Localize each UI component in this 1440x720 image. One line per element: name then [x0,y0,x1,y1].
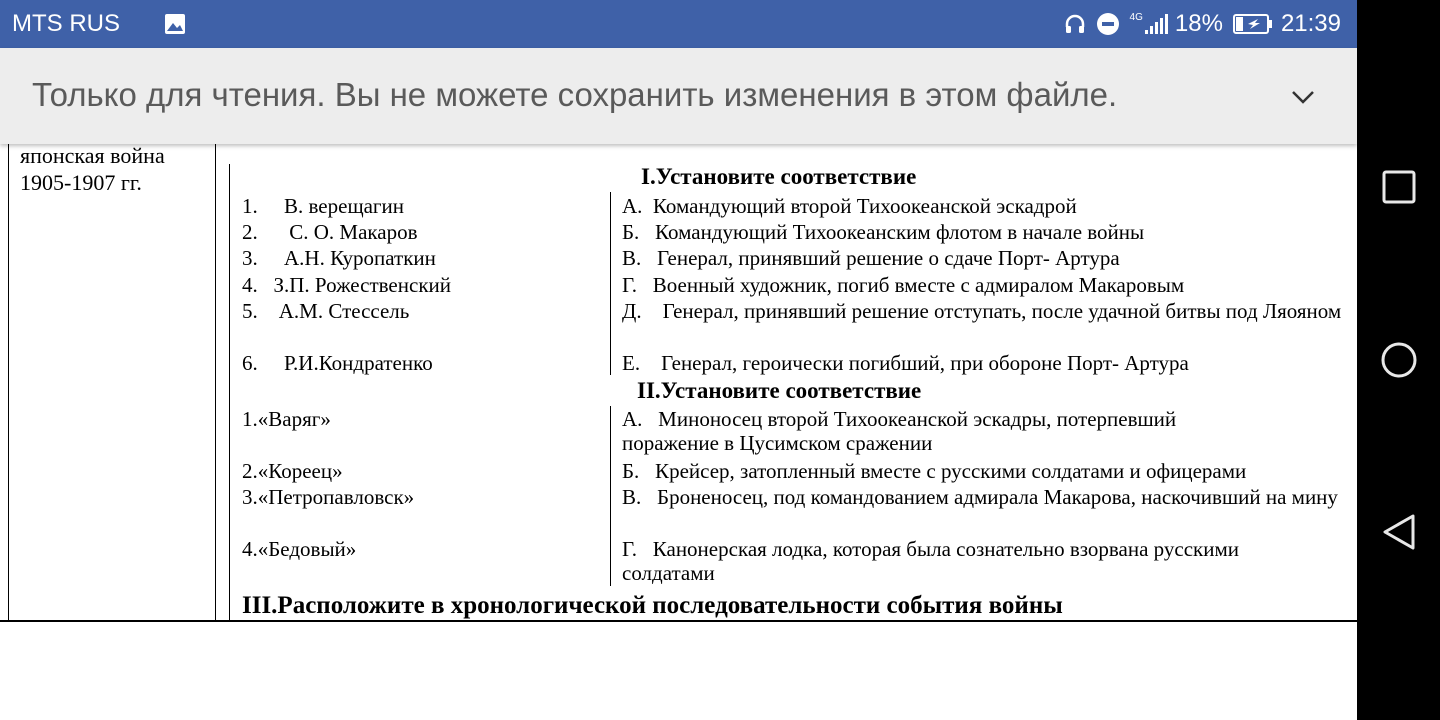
s1-row-1-left: 1. В. верещагин [242,194,405,218]
chevron-down-icon[interactable] [1290,84,1316,115]
left-cell-line-1: японская война [20,144,165,168]
carrier-name: MTS RUS [12,10,120,37]
s1-row-6-left: 6. Р.И.Кондратенко [242,351,433,375]
s1-row-4-right: Г. Военный художник, погиб вместе с адмиралом Макаровым [622,273,1185,297]
section-3-title: III.Расположите в хронологической последовательности события войны [242,592,1063,619]
clock: 21:39 [1280,10,1341,37]
battery-percentage: 18% [1174,10,1223,37]
left-cell-line-2: 1905-1907 гг. [20,170,142,195]
table-bottom-border [0,620,1357,622]
image-icon [164,13,186,35]
signal-icon [1130,13,1169,35]
s2-row-2-left: 2.«Кореец» [242,459,343,483]
read-only-message: Только для чтения. Вы не можете сохранить изменения в этом файле. [32,76,1118,113]
document-page [0,144,1357,622]
s2-row-2-right: Б. Крейсер, затопленный вместе с русскими солдатами и офицерами [622,459,1247,483]
s2-row-4-right: Г. Канонерская лодка, которая была сознательно взорвана русскими солдатами [622,537,1245,585]
do-not-disturb-icon [1096,12,1120,36]
s2-row-1-left: 1.«Варяг» [242,407,331,431]
s2-row-3-left: 3.«Петропавловск» [242,485,415,509]
s1-row-3-right: В. Генерал, принявший решение о сдаче Порт- Артура [622,246,1120,270]
s2-row-4-left: 4.«Бедовый» [242,537,357,561]
s1-row-3-left: 3. А.Н. Куропаткин [242,246,436,270]
inner-table-border-left [229,164,230,622]
s1-row-5-right: Д. Генерал, принявший решение отступать, после удачной битвы под Ляояном [622,299,1342,323]
s1-row-2-right: Б. Командующий Тихоокеанским флотом в начале войны [622,220,1145,244]
headphones-icon [1064,13,1086,35]
status-bar [0,0,1357,48]
battery-charging-icon [1233,14,1273,34]
s2-row-3-right: В. Броненосец, под командованием адмирала Макарова, наскочивший на мину [622,485,1338,509]
inner-column-divider-2 [610,406,611,586]
back-button[interactable] [1377,510,1421,554]
section-2-title: II.Установите соответствие [637,378,922,403]
home-button[interactable] [1377,338,1421,382]
s1-row-5-left: 5. А.М. Стессель [242,299,410,323]
s1-row-1-right: А. Командующий второй Тихоокеанской эскадрой [622,194,1077,218]
s2-row-1-right: А. Миноносец второй Тихоокеанской эскадры, потерпевший поражение в Цусимском сражении [622,407,1182,455]
read-only-banner[interactable] [0,48,1357,144]
inner-column-divider [610,192,611,375]
recent-apps-button[interactable] [1377,165,1421,209]
section-1-title: I.Установите соответствие [641,164,917,189]
table-border-left [8,144,9,622]
table-border-middle [215,144,216,622]
s1-row-2-left: 2. С. О. Макаров [242,220,418,244]
s1-row-6-right: Е. Генерал, героически погибший, при обороне Порт- Артура [622,351,1189,375]
navigation-bar [1357,0,1440,720]
s1-row-4-left: 4. З.П. Рожественский [242,273,451,297]
network-type: 4G [1129,12,1143,23]
